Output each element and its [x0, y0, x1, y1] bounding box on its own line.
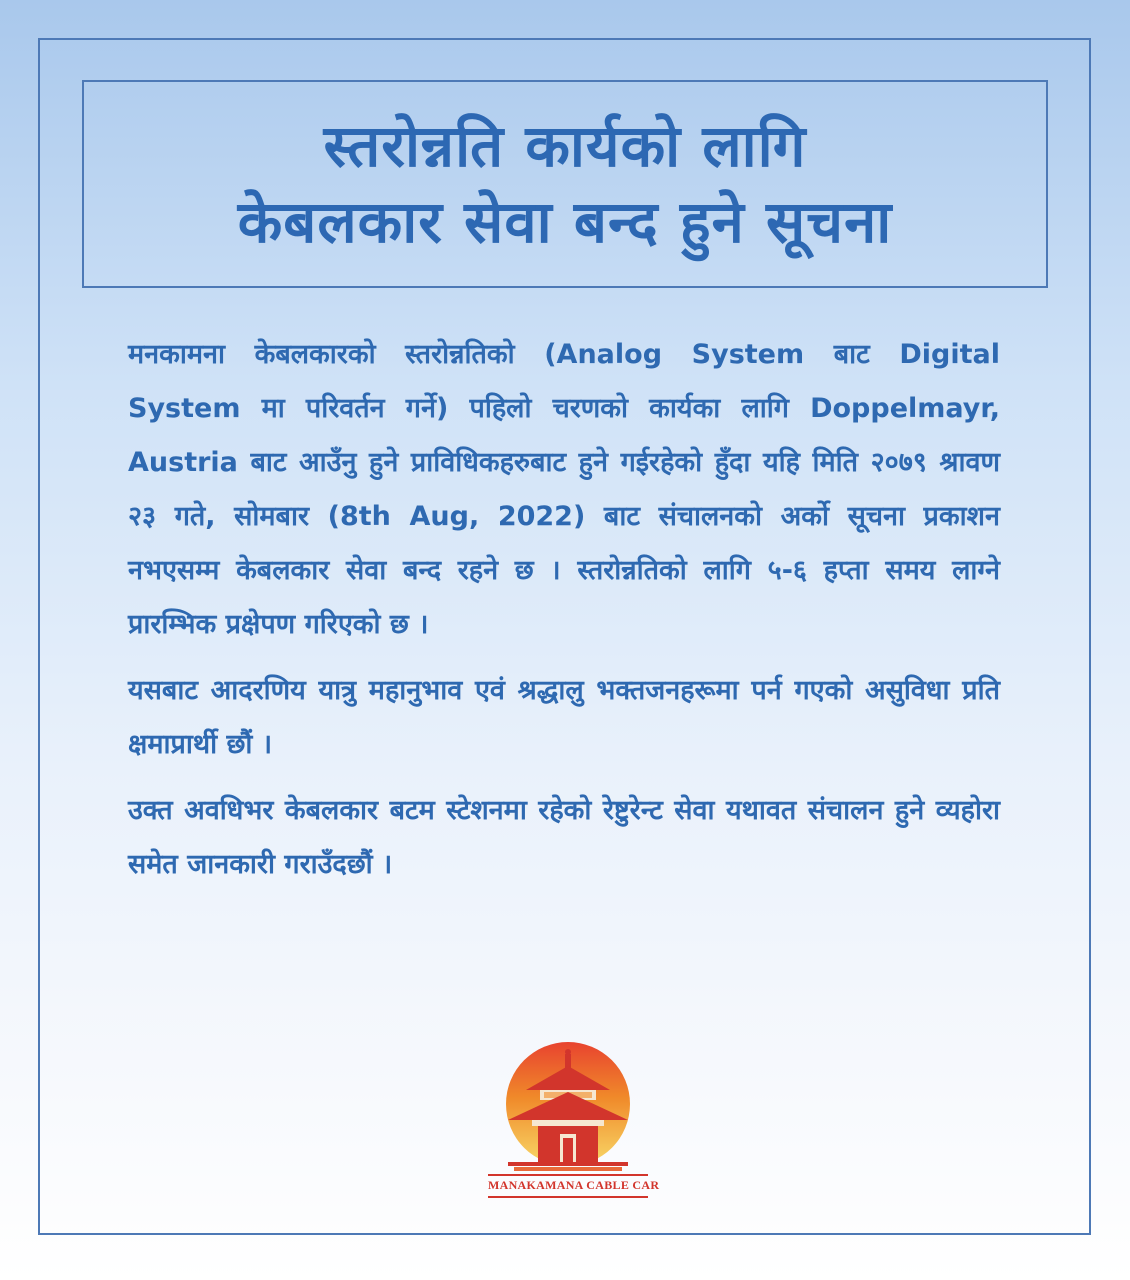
notice-paragraph-3: उक्त अवधिभर केबलकार बटम स्टेशनमा रहेको रेष्टुरेन्ट सेवा यथावत संचालन हुने व्यहोरा समेत जानकारी गराउँदछौं ।	[128, 795, 1000, 880]
notice-paragraph-2: यसबाट आदरणिय यात्रु महानुभाव एवं श्रद्धालु भक्तजनहरूमा पर्न गएको असुविधा प्रति क्षमाप्रार्थी छौं ।	[128, 675, 1000, 760]
notice-title-box	[82, 80, 1048, 288]
temple-sun-icon	[488, 1040, 648, 1172]
notice-title-line-1: स्तरोन्नति कार्यको लागि	[323, 112, 807, 180]
logo-rule-bottom	[488, 1196, 648, 1198]
manakamana-logo	[488, 1040, 660, 1210]
notice-body	[128, 328, 1000, 892]
notice-title-line-2: केबलकार सेवा बन्द हुने सूचना	[237, 188, 893, 256]
logo-rule-top	[488, 1174, 648, 1176]
notice-paragraph-1: मनकामना केबलकारको स्तरोन्नतिको (Analog System बाट Digital System मा परिवर्तन गर्ने) पहिलो चरणको कार्यका लागि Doppelmayr, Austria बाट आउँनु हुने प्राविधिकहरुबाट हुने गईरहेको हुँदा यहि मिति २०७९ श्रावण २३ गते, सोमबार (8th Aug, 2022) बाट संचालनको अर्को सूचना प्रकाशन नभएसम्म केबलकार सेवा बन्द रहने छ । स्तरोन्नतिको लागि ५-६ हप्ता समय लाग्ने प्रारम्भिक प्रक्षेपण गरिएको छ ।	[128, 339, 1000, 640]
logo-text: MANAKAMANA CABLE CAR	[488, 1178, 660, 1192]
